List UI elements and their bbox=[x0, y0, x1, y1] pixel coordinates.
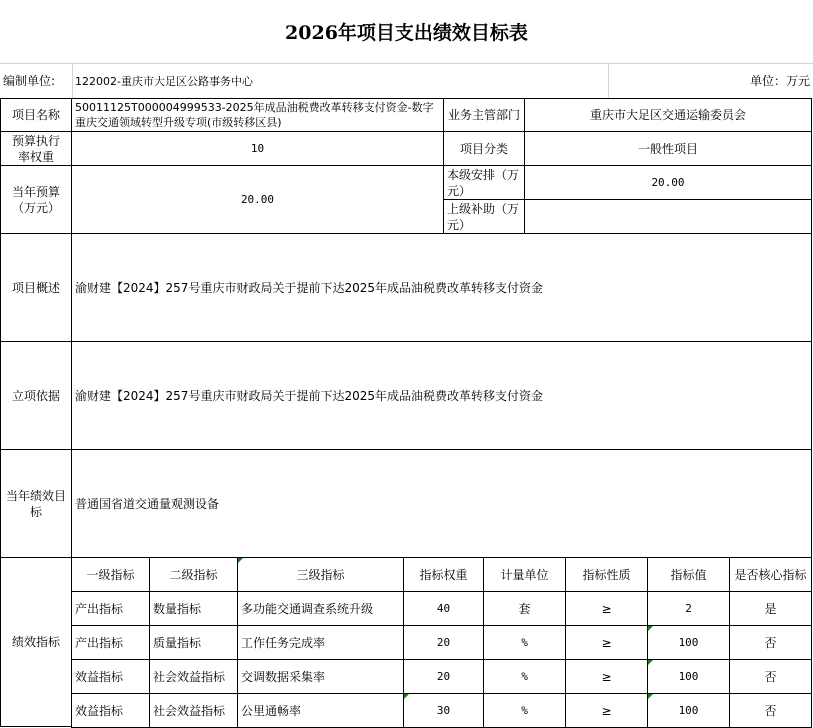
exec-rate-value: 10 bbox=[71, 131, 444, 166]
row3-weight: 20 bbox=[403, 659, 484, 694]
gridline bbox=[72, 64, 73, 98]
overview-label: 项目概述 bbox=[0, 233, 72, 342]
row1-unit: 套 bbox=[483, 591, 566, 626]
category-value: 一般性项目 bbox=[524, 131, 812, 166]
row4-level3: 公里通畅率 bbox=[237, 693, 404, 728]
row4-value: 100 bbox=[647, 693, 730, 728]
row1-weight: 40 bbox=[403, 591, 484, 626]
indicators-section-label: 绩效指标 bbox=[0, 557, 72, 727]
col-header-level1: 一级指标 bbox=[71, 557, 150, 592]
cell-marker-icon bbox=[238, 558, 243, 563]
exec-rate-label: 预算执行率权重 bbox=[0, 131, 72, 166]
row4-core: 否 bbox=[729, 693, 812, 728]
local-value: 20.00 bbox=[524, 165, 812, 200]
cell-marker-icon bbox=[648, 626, 653, 631]
row1-level2: 数量指标 bbox=[149, 591, 238, 626]
col-header-level3: 三级指标 bbox=[237, 557, 404, 592]
row4-weight: 30 bbox=[403, 693, 484, 728]
cell-marker-icon bbox=[648, 694, 653, 699]
basis-label: 立项依据 bbox=[0, 341, 72, 450]
basis-value: 渝财建【2024】257号重庆市财政局关于提前下达2025年成品油税费改革转移支付资金 bbox=[71, 341, 812, 450]
row2-value: 100 bbox=[647, 625, 730, 660]
col-header-level2: 二级指标 bbox=[149, 557, 238, 592]
row3-level3: 交调数据采集率 bbox=[237, 659, 404, 694]
row3-nature: ≥ bbox=[565, 659, 648, 694]
row1-value: 2 bbox=[647, 591, 730, 626]
row2-level3: 工作任务完成率 bbox=[237, 625, 404, 660]
col-header-core: 是否核心指标 bbox=[729, 557, 812, 592]
cell-marker-icon bbox=[648, 660, 653, 665]
goal-value: 普通国省道交通量观测设备 bbox=[71, 449, 812, 558]
superior-value bbox=[524, 199, 812, 234]
row4-nature: ≥ bbox=[565, 693, 648, 728]
row2-level1: 产出指标 bbox=[71, 625, 150, 660]
row3-value: 100 bbox=[647, 659, 730, 694]
dept-value: 重庆市大足区交通运输委员会 bbox=[524, 98, 812, 132]
row3-unit: % bbox=[483, 659, 566, 694]
col-header-value: 指标值 bbox=[647, 557, 730, 592]
row2-unit: % bbox=[483, 625, 566, 660]
row3-core: 否 bbox=[729, 659, 812, 694]
gridline bbox=[608, 64, 609, 98]
local-label: 本级安排（万元） bbox=[443, 165, 525, 200]
category-label: 项目分类 bbox=[443, 131, 525, 166]
currency-label: 单位：万元 bbox=[749, 74, 810, 88]
col-header-weight: 指标权重 bbox=[403, 557, 484, 592]
header-row bbox=[0, 64, 813, 98]
superior-label: 上级补助（万元） bbox=[443, 199, 525, 234]
unit-label: 编制单位: bbox=[3, 74, 56, 88]
unit-value: 122002-重庆市大足区公路事务中心 bbox=[75, 74, 253, 88]
row3-level1: 效益指标 bbox=[71, 659, 150, 694]
row2-weight: 20 bbox=[403, 625, 484, 660]
row2-core: 否 bbox=[729, 625, 812, 660]
col-header-unit: 计量单位 bbox=[483, 557, 566, 592]
budget-label: 当年预算（万元） bbox=[0, 165, 72, 234]
row4-level2: 社会效益指标 bbox=[149, 693, 238, 728]
row2-level2: 质量指标 bbox=[149, 625, 238, 660]
project-name-label: 项目名称 bbox=[0, 98, 72, 132]
overview-value: 渝财建【2024】257号重庆市财政局关于提前下达2025年成品油税费改革转移支付资金 bbox=[71, 233, 812, 342]
row1-nature: ≥ bbox=[565, 591, 648, 626]
row1-level3: 多功能交通调查系统升级 bbox=[237, 591, 404, 626]
row3-level2: 社会效益指标 bbox=[149, 659, 238, 694]
row1-core: 是 bbox=[729, 591, 812, 626]
goal-label: 当年绩效目标 bbox=[0, 449, 72, 558]
row1-level1: 产出指标 bbox=[71, 591, 150, 626]
row4-level1: 效益指标 bbox=[71, 693, 150, 728]
page-title: 2026年项目支出绩效目标表 bbox=[0, 0, 813, 64]
row4-unit: % bbox=[483, 693, 566, 728]
budget-value: 20.00 bbox=[71, 165, 444, 234]
row2-nature: ≥ bbox=[565, 625, 648, 660]
cell-marker-icon bbox=[404, 694, 409, 699]
project-name-value: 50011125T000004999533-2025年成品油税费改革转移支付资金-数字重庆交通领域转型升级专项(市级转移区县) bbox=[71, 98, 444, 132]
col-header-nature: 指标性质 bbox=[565, 557, 648, 592]
dept-label: 业务主管部门 bbox=[443, 98, 525, 132]
